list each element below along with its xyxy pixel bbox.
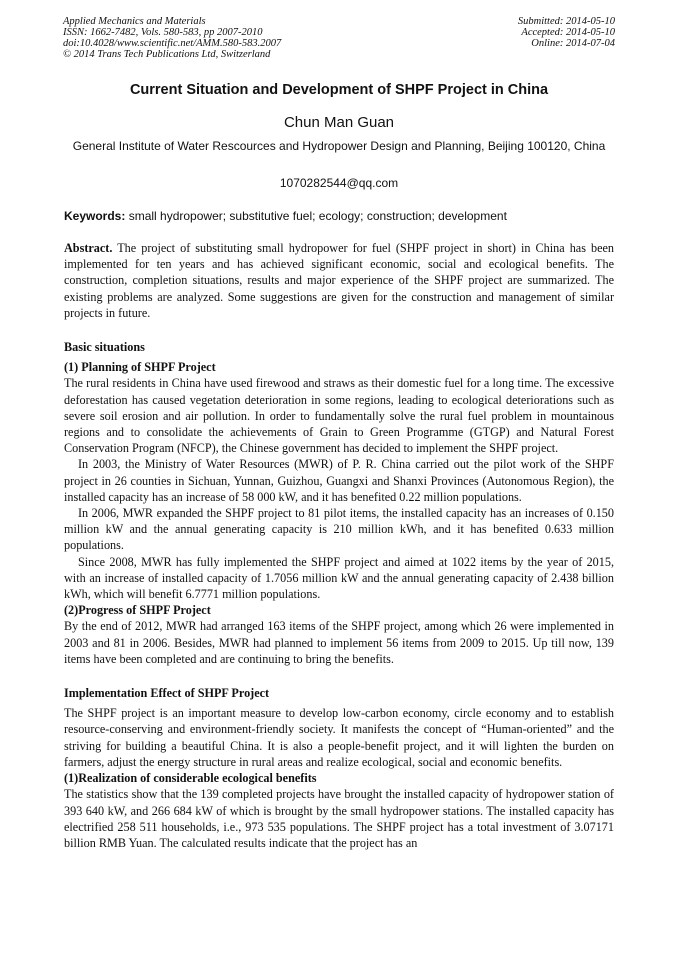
accepted-date: Accepted: 2014-05-10 — [521, 27, 615, 38]
subheading-planning: (1) Planning of SHPF Project — [64, 360, 216, 375]
paragraph: The SHPF project is an important measure to develop low-carbon economy, circle economy and to establish resource-conserving and environment-friendly society. It manifests the concept of “Human-oriented” and the striving for building a beautiful China. It is also a people-benefit project, and it will lighten the burden on farmers, adjust the energy structure in rural areas and realize ecological, social and economic benefits. — [64, 706, 614, 769]
author-affiliation: General Institute of Water Rescources and Hydropower Design and Planning, Beijing 100120, China — [72, 139, 606, 153]
author-email[interactable]: 1070282544@qq.com — [279, 176, 399, 190]
issn-line: ISSN: 1662-7482, Vols. 580-583, pp 2007-2010 — [63, 27, 263, 38]
doi-line[interactable]: doi:10.4028/www.scientific.net/AMM.580-583.2007 — [63, 38, 282, 49]
paragraph: In 2006, MWR expanded the SHPF project to 81 pilot items, the installed capacity has an increases of 0.150 million kW and the annual generating capacity is 210 million kWh, and it has benefited 0.633 million populations. — [64, 506, 614, 553]
online-date: Online: 2014-07-04 — [531, 38, 615, 49]
section-heading-basic: Basic situations — [64, 340, 145, 355]
paragraph: Since 2008, MWR has fully implemented the SHPF project and aimed at 1022 items by the year of 2015, with an increase of installed capacity of 1.7056 million kW and the annual generating capacity of 2.438 billion kWh, which will benefit 6.7771 million populations. — [64, 554, 614, 602]
copyright-line: © 2014 Trans Tech Publications Ltd, Switzerland — [63, 49, 271, 60]
paragraph: By the end of 2012, MWR had arranged 163 items of the SHPF project, among which 26 were implemented in 2003 and 81 in 2006. Besides, MWR had planned to implement 56 items from 2009 to 2015. Up till now, 139 items have been completed and are continuing to bring the benefits. — [64, 619, 614, 666]
author-name: Chun Man Guan — [283, 114, 395, 131]
subheading-progress: (2)Progress of SHPF Project — [64, 603, 211, 618]
subheading-ecological: (1)Realization of considerable ecological benefits — [64, 771, 317, 786]
keywords — [64, 209, 614, 223]
abstract — [64, 240, 614, 321]
dates-header — [518, 16, 615, 49]
submitted-date: Submitted: 2014-05-10 — [517, 16, 615, 27]
abstract-text: The project of substituting small hydropower for fuel (SHPF project in short) in China has been implemented for ten years and has achieved significant economic, social and ecological benefits. The construction, completion situations, results and major experience of the SHPF project are summarized. The existing problems are analyzed. Some suggestions are given for the construction and management of similar projects in future. — [64, 241, 614, 320]
paragraph: The statistics show that the 139 completed projects have brought the installed capacity of hydropower station of 393 640 kW, and 266 684 kW of which is brought by the small hydropower stations. The installed capacity has electrified 258 511 households, i.e., 973 535 populations. The SHPF project has a total investment of 3.07171 billion RMB Yuan. The calculated results indicate that the project has an — [64, 787, 614, 850]
keywords-text: small hydropower; substitutive fuel; ecology; construction; development — [128, 209, 507, 223]
journal-header — [63, 16, 281, 60]
paper-title: Current Situation and Development of SHPF Project in China — [129, 82, 549, 98]
abstract-label: Abstract. — [64, 241, 113, 255]
keywords-label: Keywords: — [64, 209, 126, 223]
section-heading-effect: Implementation Effect of SHPF Project — [64, 686, 270, 701]
paper-body — [64, 240, 614, 851]
paragraph: In 2003, the Ministry of Water Resources (MWR) of P. R. China carried out the pilot work of the SHPF project in 26 counties in Sichuan, Yunnan, Guizhou, Guangxi and Shanxi Provinces (Autonomous Region), the installed capacity has an increase of 58 000 kW, and it has benefited 0.22 million populations. — [64, 457, 614, 504]
journal-name: Applied Mechanics and Materials — [63, 16, 206, 27]
paragraph: The rural residents in China have used firewood and straws as their domestic fuel for a long time. The excessive deforestation has caused vegetation deterioration in some regions, leading to ecological deteriorations such as severe soil erosion and air pollution. In order to fundamentally solve the rural fuel problem in mountainous regions and to consolidate the achievements of Grain to Green Programme (GTGP) and Natural Forest Conservation Program (NFCP), the Chinese government has decided to implement the SHPF project. — [64, 376, 614, 456]
